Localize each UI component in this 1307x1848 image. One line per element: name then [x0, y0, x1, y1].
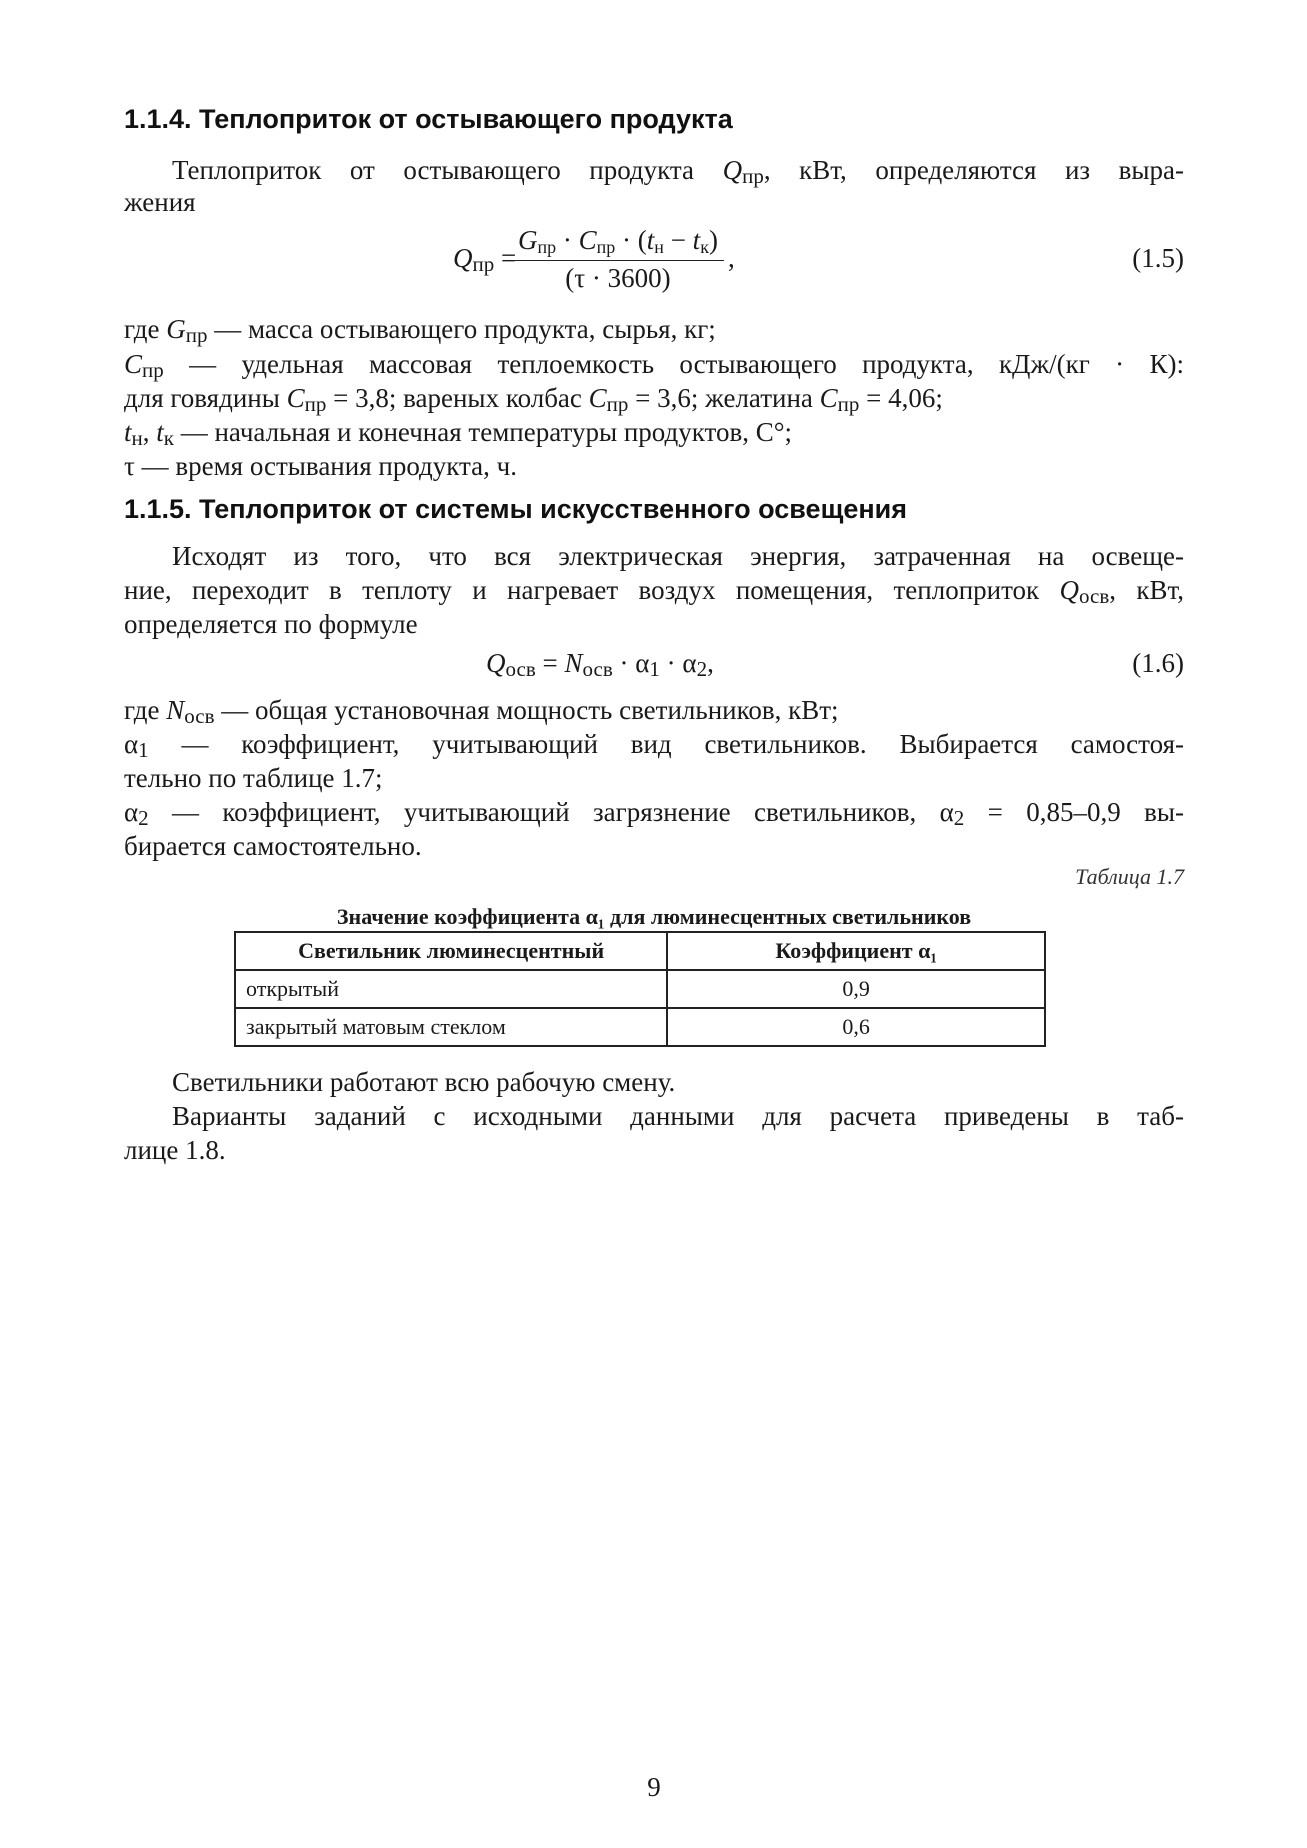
page-number: 9 — [647, 1772, 661, 1802]
intro-line-2: жения — [124, 187, 196, 217]
closing-line-2: Варианты заданий с исходными данными для расчета приведены в таб- — [172, 1101, 1184, 1131]
formula-1-5-numerator: Gпр · Cпр · (tн − tк) — [512, 225, 724, 261]
formula-1-6-number: (1.6) — [1132, 648, 1184, 678]
intro-line-1: Теплоприток от остывающего продукта Qпр, кВт, определяются из выра- — [172, 155, 1184, 188]
table-header-cell: Светильник люминесцентный — [235, 932, 667, 970]
formula-1-5-lhs: Qпр = — [453, 243, 517, 276]
table-row — [235, 970, 1045, 1008]
table-number: Таблица 1.7 — [1075, 864, 1184, 889]
document-page — [124, 0, 1184, 1848]
table-row — [235, 1008, 1045, 1046]
definition-N: где Nосв — общая установочная мощность светильников, кВт; — [124, 695, 839, 728]
table-cell: закрытый матовым стеклом — [235, 1008, 667, 1046]
section-heading-1-1-4: 1.1.4. Теплоприток от остывающего продукта — [124, 104, 733, 134]
closing-line-1: Светильники работают всю рабочую смену. — [172, 1067, 676, 1097]
table-title: Значение коэффициента α₁ для люминесцентных светильников — [336, 904, 972, 929]
formula-1-5-denominator: (τ · 3600) — [565, 263, 671, 293]
definition-alpha1-line-2: тельно по таблице 1.7; — [124, 763, 383, 793]
definition-G: где Gпр — масса остывающего продукта, сырья, кг; — [124, 314, 716, 347]
table-cell: открытый — [235, 970, 667, 1008]
formula-1-6: Qосв = Nосв · α1 · α2, — [486, 648, 714, 681]
table-cell: 0,6 — [667, 1008, 1045, 1046]
definition-alpha2-line-2: бирается самостоятельно. — [124, 831, 422, 861]
table-header-row — [235, 932, 1045, 970]
definition-alpha2-line-1: α2 — коэффициент, учитывающий загрязнение светильников, α2 = 0,85–0,9 вы- — [124, 797, 1184, 830]
formula-1-5-fraction — [512, 225, 724, 294]
definition-alpha1-line-1: α1 — коэффициент, учитывающий вид светильников. Выбирается самостоя- — [124, 729, 1184, 762]
closing-line-3: лице 1.8. — [124, 1135, 226, 1165]
section-heading-1-1-5: 1.1.5. Теплоприток от системы искусственного освещения — [124, 494, 908, 524]
para1-line-2: ние, переходит в теплоту и нагревает воздух помещения, теплоприток Qосв, кВт, — [124, 575, 1184, 608]
coefficient-table — [234, 931, 1046, 1047]
definition-tau: τ — время остывания продукта, ч. — [124, 451, 517, 481]
formula-1-5-number: (1.5) — [1132, 243, 1184, 273]
para1-line-1: Исходят из того, что вся электрическая энергия, затраченная на освеще- — [172, 541, 1184, 571]
definition-C-values: для говядины Cпр = 3,8; вареных колбас Cпр = 3,6; желатина Cпр = 4,06; — [124, 383, 943, 416]
para1-line-3: определяется по формуле — [124, 609, 418, 639]
table-cell: 0,9 — [667, 970, 1045, 1008]
definition-C: Cпр — удельная массовая теплоемкость остывающего продукта, кДж/(кг · К): — [124, 349, 1184, 382]
table-header-cell: Коэффициент α₁ — [667, 932, 1045, 970]
formula-1-5-comma: , — [728, 243, 735, 273]
definition-t: tн, tк — начальная и конечная температуры продуктов, С°; — [124, 417, 793, 450]
